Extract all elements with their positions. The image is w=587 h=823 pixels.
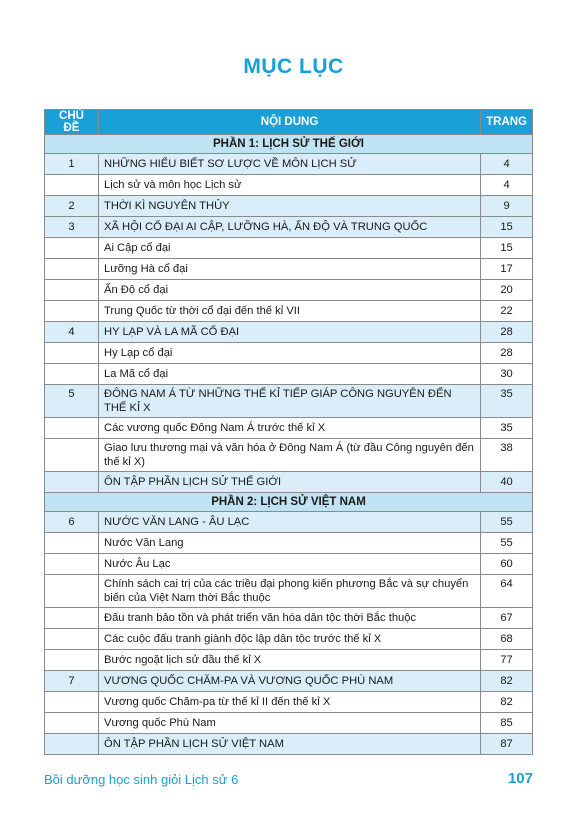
entry-title: La Mã cổ đại — [99, 364, 481, 385]
topic-number: 1 — [45, 154, 99, 175]
table-row — [45, 671, 533, 692]
page-number: 60 — [481, 554, 533, 575]
topic-number — [45, 175, 99, 196]
topic-number — [45, 301, 99, 322]
topic-number — [45, 364, 99, 385]
table-row — [45, 472, 533, 493]
topic-number: 7 — [45, 671, 99, 692]
entry-title: XÃ HỘI CỔ ĐẠI AI CẬP, LƯỠNG HÀ, ẤN ĐỘ VÀ TRUNG QUỐC — [99, 217, 481, 238]
table-row — [45, 629, 533, 650]
page-number: 15 — [481, 238, 533, 259]
table-row — [45, 175, 533, 196]
page-number: 68 — [481, 629, 533, 650]
page-number: 40 — [481, 472, 533, 493]
entry-title: Lịch sử và môn học Lịch sử — [99, 175, 481, 196]
toc-table — [44, 109, 533, 755]
page-number: 35 — [481, 385, 533, 418]
part-heading: PHẦN 1: LỊCH SỬ THẾ GIỚI — [45, 135, 533, 154]
table-row — [45, 343, 533, 364]
table-row — [45, 608, 533, 629]
table-row — [45, 692, 533, 713]
topic-number — [45, 650, 99, 671]
header-page: TRANG — [481, 110, 533, 135]
entry-title: Hy Lạp cổ đại — [99, 343, 481, 364]
table-row — [45, 418, 533, 439]
topic-number — [45, 608, 99, 629]
table-row — [45, 734, 533, 755]
page-number: 55 — [481, 533, 533, 554]
table-row — [45, 322, 533, 343]
page-number: 87 — [481, 734, 533, 755]
topic-number — [45, 259, 99, 280]
entry-title: Ấn Độ cổ đại — [99, 280, 481, 301]
entry-title: Nước Văn Lang — [99, 533, 481, 554]
table-row — [45, 713, 533, 734]
entry-title: ÔN TẬP PHẦN LỊCH SỬ THẾ GIỚI — [99, 472, 481, 493]
entry-title: ĐÔNG NAM Á TỪ NHỮNG THẾ KỈ TIẾP GIÁP CÔNG NGUYÊN ĐẾN THẾ KỈ X — [99, 385, 481, 418]
page-number: 82 — [481, 671, 533, 692]
entry-title: Ai Cập cổ đại — [99, 238, 481, 259]
header-topic: CHỦ ĐỀ — [45, 110, 99, 135]
table-row — [45, 217, 533, 238]
table-row — [45, 196, 533, 217]
page-number: 77 — [481, 650, 533, 671]
entry-title: Nước Âu Lạc — [99, 554, 481, 575]
entry-title: Chính sách cai trị của các triều đại phong kiến phương Bắc và sự chuyển biến của Việt Nam thời Bắc thuộc — [99, 575, 481, 608]
entry-title: Giao lưu thương mại và văn hóa ở Đông Nam Á (từ đầu Công nguyên đến thế kỉ X) — [99, 439, 481, 472]
part-heading: PHẦN 2: LỊCH SỬ VIỆT NAM — [45, 493, 533, 512]
entry-title: Lưỡng Hà cổ đại — [99, 259, 481, 280]
topic-number — [45, 280, 99, 301]
page-number: 20 — [481, 280, 533, 301]
page-number: 4 — [481, 154, 533, 175]
entry-title: NƯỚC VĂN LANG - ÂU LẠC — [99, 512, 481, 533]
page-number: 30 — [481, 364, 533, 385]
topic-number — [45, 734, 99, 755]
topic-number — [45, 238, 99, 259]
topic-number — [45, 554, 99, 575]
table-row — [45, 650, 533, 671]
table-row — [45, 154, 533, 175]
page-number: 35 — [481, 418, 533, 439]
entry-title: Vương quốc Chăm-pa từ thế kỉ II đến thế kỉ X — [99, 692, 481, 713]
page-number: 28 — [481, 343, 533, 364]
page-number: 55 — [481, 512, 533, 533]
topic-number — [45, 533, 99, 554]
entry-title: Đấu tranh bảo tồn và phát triển văn hóa dân tộc thời Bắc thuộc — [99, 608, 481, 629]
footer-book-title: Bồi dưỡng học sinh giỏi Lịch sử 6 — [44, 772, 239, 787]
entry-title: Các cuộc đấu tranh giành độc lập dân tộc trước thế kỉ X — [99, 629, 481, 650]
entry-title: NHỮNG HIỂU BIẾT SƠ LƯỢC VỀ MÔN LỊCH SỬ — [99, 154, 481, 175]
topic-number — [45, 629, 99, 650]
topic-number — [45, 343, 99, 364]
topic-number — [45, 692, 99, 713]
topic-number: 4 — [45, 322, 99, 343]
page-number: 17 — [481, 259, 533, 280]
entry-title: ÔN TẬP PHẦN LỊCH SỬ VIỆT NAM — [99, 734, 481, 755]
page-number: 4 — [481, 175, 533, 196]
entry-title: Bước ngoặt lịch sử đầu thế kỉ X — [99, 650, 481, 671]
page-number: 82 — [481, 692, 533, 713]
topic-number: 3 — [45, 217, 99, 238]
topic-number — [45, 472, 99, 493]
entry-title: Vương quốc Phù Nam — [99, 713, 481, 734]
entry-title: Các vương quốc Đông Nam Á trước thế kỉ X — [99, 418, 481, 439]
topic-number — [45, 418, 99, 439]
page-number: 9 — [481, 196, 533, 217]
topic-number: 5 — [45, 385, 99, 418]
page-title: MỤC LỤC — [243, 55, 344, 78]
table-row — [45, 364, 533, 385]
topic-number: 6 — [45, 512, 99, 533]
topic-number — [45, 575, 99, 608]
footer-page-number: 107 — [507, 770, 533, 787]
table-row — [45, 554, 533, 575]
table-row — [45, 259, 533, 280]
topic-number: 2 — [45, 196, 99, 217]
entry-title: VƯƠNG QUỐC CHĂM-PA VÀ VƯƠNG QUỐC PHÙ NAM — [99, 671, 481, 692]
table-row — [45, 439, 533, 472]
page-number: 28 — [481, 322, 533, 343]
table-row — [45, 238, 533, 259]
topic-number — [45, 439, 99, 472]
table-row — [45, 512, 533, 533]
page-number: 38 — [481, 439, 533, 472]
table-row — [45, 575, 533, 608]
page-number: 15 — [481, 217, 533, 238]
toc-header-row — [45, 110, 533, 135]
page-number: 64 — [481, 575, 533, 608]
page-number: 85 — [481, 713, 533, 734]
table-row — [45, 280, 533, 301]
entry-title: THỜI KÌ NGUYÊN THỦY — [99, 196, 481, 217]
entry-title: HY LẠP VÀ LA MÃ CỔ ĐẠI — [99, 322, 481, 343]
table-row — [45, 385, 533, 418]
entry-title: Trung Quốc từ thời cổ đại đến thế kỉ VII — [99, 301, 481, 322]
topic-number — [45, 713, 99, 734]
page-number: 22 — [481, 301, 533, 322]
table-row — [45, 301, 533, 322]
header-content: NỘI DUNG — [99, 110, 481, 135]
table-row — [45, 533, 533, 554]
page-number: 67 — [481, 608, 533, 629]
